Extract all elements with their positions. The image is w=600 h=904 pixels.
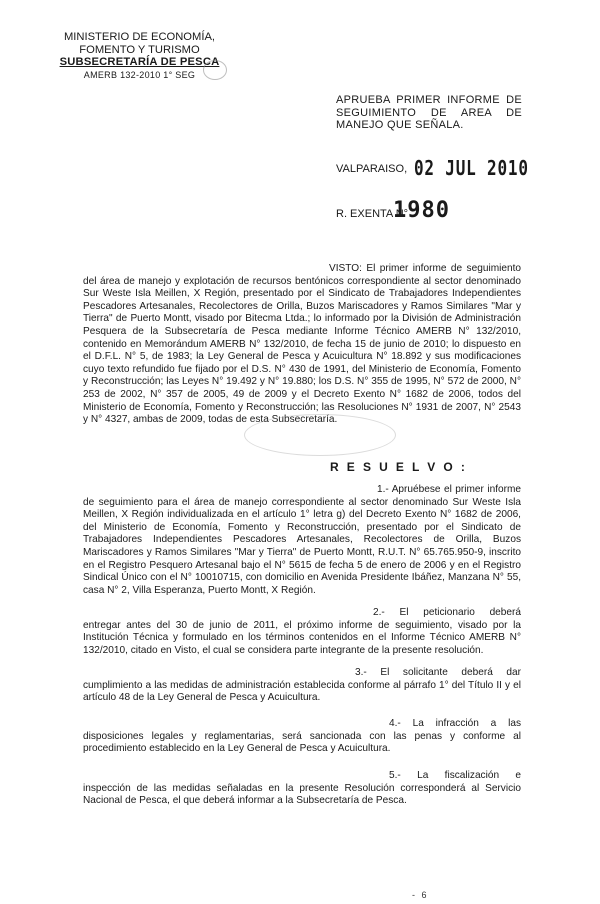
item-3-number: 3.- <box>355 667 367 678</box>
item-3-text: El solicitante deberá dar cumplimiento a las medidas de administración establecida conforme al párrafo 1° del Título II y el artículo 48 de la Ley General de Pesca y Acuicultura. <box>83 667 521 704</box>
title-line-3: MANEJO QUE SEÑALA. <box>336 119 464 132</box>
ministry-line-1: MINISTERIO DE ECONOMÍA, <box>63 31 216 43</box>
visto-text: El primer informe de seguimiento del área de manejo y explotación de recursos bentónicos correspondiente al sector denominado Sur Weste Isla Meillen, X Región, presentado por el Sindicato de Trabajadores Independientes Pescadores Artesanales, Recolectores de Orilla, Buzos Mariscadores y Ramos Similares "Mar y Tierra" de Puerto Montt, visado por Bitecma Ltda.; lo informado por la División de Administración Pesquera de la Subsecretaría de Pesca mediante Informe Técnico AMERB N° 132/2010, contenido en Memorándum AMERB N° 132/2010, de fecha 15 de junio de 2010; lo dispuesto en el D.F.L. N° 5, de 1983; la Ley General de Pesca y Acuicultura N° 18.892 y sus modificaciones cuyo texto refundido fue fijado por el D.S. N° 430 de 1991, del Ministerio de Economía, Fomento y Reconstrucción; las Leyes N° 19.492 y N° 19.880; los D.S. N° 355 de 1995, N° 572 de 2000, N° 253 de 2002, N° 357 de 2005, 49 de 2009 y el Decreto Exento N° 1682 de 2006, todos del Ministerio de Economía, Fomento y Reconstrucción; las Resoluciones N° 1931 de 2007, N° 2543 y N° 4327, ambas de 2009, todas de esta Subsecretaría. <box>83 263 521 426</box>
exenta-label: R. EXENTA N° <box>336 208 409 220</box>
ministry-line-2: FOMENTO Y TURISMO <box>79 43 200 56</box>
date-stamp: 02 JUL 2010 <box>414 156 529 180</box>
visto-paragraph <box>83 263 521 427</box>
resolution-item-1 <box>83 484 521 597</box>
title-line-2: SEGUIMIENTO DE AREA DE <box>336 106 522 119</box>
signature-seal <box>244 414 396 456</box>
item-4-number: 4.- <box>389 718 401 729</box>
exenta-number: 1980 <box>393 198 450 223</box>
item-2-number: 2.- <box>373 607 385 618</box>
item-5-text: La fiscalización e inspección de las medidas señaladas en la presente Resolución corresponderá al Servicio Nacional de Pesca, el que deberá informar a la Subsecretaría de Pesca. <box>83 770 521 807</box>
resolution-item-2 <box>83 607 521 657</box>
place-label: VALPARAISO, <box>336 163 408 175</box>
title-line-1: APRUEBA PRIMER INFORME DE <box>336 94 522 106</box>
visto-label: VISTO: <box>329 263 362 274</box>
ink-stamp <box>203 60 227 80</box>
item-4-text: La infracción a las disposiciones legales y reglamentarias, será sancionada con las penas y conforme al procedimiento establecido en la Ley General de Pesca y Acuicultura. <box>83 718 522 755</box>
resuelvo-heading: R E S U E L V O : <box>330 460 468 474</box>
item-2-text: El peticionario deberá entregar antes del 30 de junio de 2011, el próximo informe de seguimiento, visado por la Institución Técnica y formulado en los términos contenidos en el Informe Técnico AMERB N° 132/2010, citado en Visto, el cual se considera parte integrante de la presente resolución. <box>83 607 521 656</box>
resolution-title <box>336 94 522 132</box>
ministry-header <box>52 31 227 81</box>
item-5-number: 5.- <box>389 770 401 781</box>
resolution-item-4 <box>83 718 521 756</box>
resolution-item-3 <box>83 667 521 705</box>
page-footer-mark: - 6 <box>412 890 429 900</box>
item-1-text: Apruébese el primer informe de seguimiento para el área de manejo correspondiente al sector denominado Sur Weste Isla Meillen, X Región individualizada en el artículo 1° letra g) del Decreto Exento N° 1682 de 2006, del Ministerio de Economía, Fomento y Reconstrucción, presentado por el Sindicato de Trabajadores Independientes Pescadores Artesanales, Recolectores de Orilla, Buzos Mariscadores y Ramos Similares "Mar y Tierra" de Puerto Montt, R.U.T. N° 65.765.950-9, inscrito en el Registro Pesquero Artesanal bajo el N° 5615 de fecha 5 de enero de 2006 y en el Registro Sindical Único con el N° 10010715, con domicilio en Avenida Presidente Ibáñez, Manzana N° 55, casa N° 2, Villa Esperanza, Puerto Montt, X Región. <box>83 484 521 596</box>
reference-code: AMERB 132-2010 1° SEG <box>83 69 196 80</box>
item-1-number: 1.- <box>377 484 389 495</box>
resolution-item-5 <box>83 770 521 808</box>
subsecretaria-line: SUBSECRETARÍA DE PESCA <box>59 56 220 68</box>
